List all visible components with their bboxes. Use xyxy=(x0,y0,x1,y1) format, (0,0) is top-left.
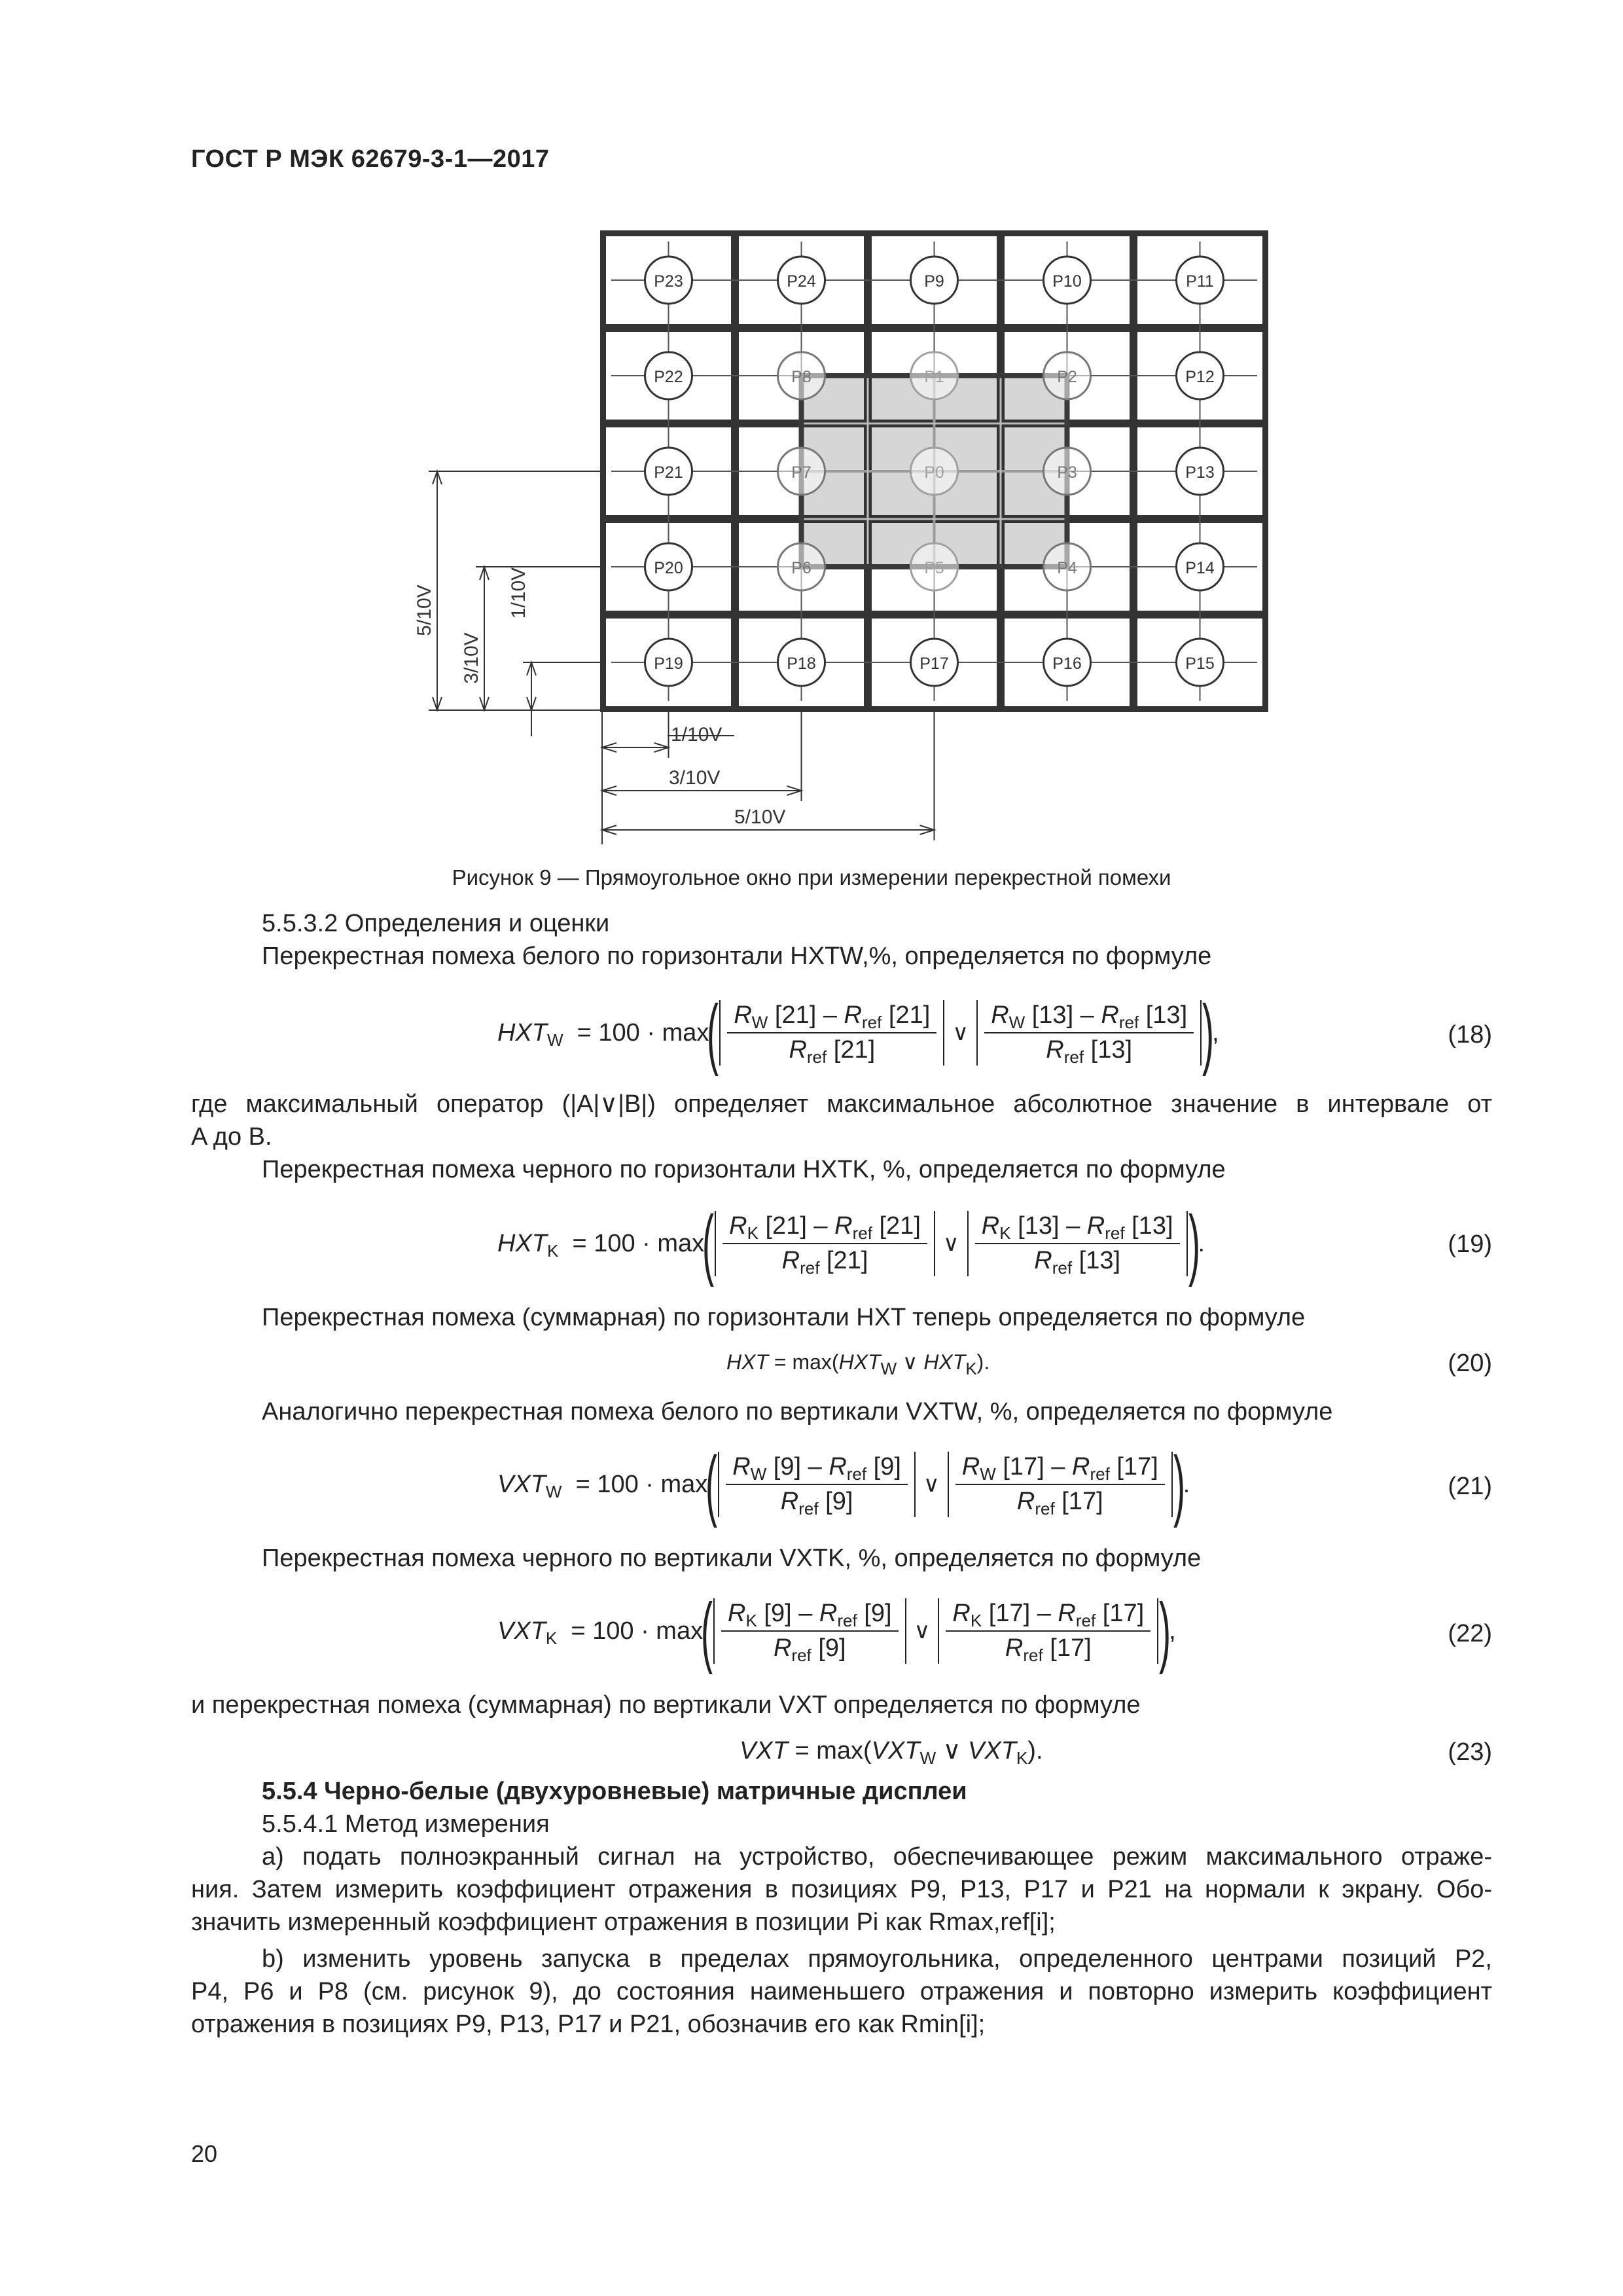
position-label: P15 xyxy=(1185,655,1215,673)
dimension-label-vertical: 1/10V xyxy=(508,567,529,619)
item-b-line3: отражения в позициях P9, P13, P17 и P21, обозначив его как Rmin[i]; xyxy=(191,2011,986,2038)
position-label: P0 xyxy=(924,463,944,482)
position-label: P13 xyxy=(1185,463,1215,482)
section-title-5532: 5.5.3.2 Определения и оценки xyxy=(262,910,610,937)
item-a-line2: ния. Затем измерить коэффициент отражения в позициях P9, P13, P17 и P21 на нормали к экрану. Обо- xyxy=(191,1876,1492,1903)
position-label: P24 xyxy=(787,272,816,291)
position-label: P5 xyxy=(924,559,944,577)
equation-21: $VXT_W = 100 \cdot \max$ ( $\frac{R_W [9] - R_{ref} [9]}{R_{ref} [9]}$ ∨ $\frac{R_W [17] - R_{ref} [17]}{R_{ref} [17]}$ ) . xyxy=(497,1441,1190,1528)
paragraph-max-operator-1: где максимальный оператор (|A|∨|B|) определяет максимальное абсолютное значение в интервале от xyxy=(191,1090,1492,1118)
position-label: P16 xyxy=(1052,655,1082,673)
eq19-number: (19) xyxy=(1448,1230,1492,1258)
item-a-line1: a) подать полноэкранный сигнал на устройство, обеспечивающее режим максимального отраже- xyxy=(262,1843,1492,1871)
item-b-line2: P4, P6 и P8 (см. рисунок 9), до состояния наименьшего отражения и повторно измерить коэффициент xyxy=(191,1978,1492,2005)
equation-22: $VXT_K = 100 \cdot \max$ ( $\frac{R_K [9] - R_{ref} [9]}{R_{ref} [9]}$ ∨ $\frac{R_K [17] - R_{ref} [17]}{R_{ref} [17]}$ ) , xyxy=(497,1587,1176,1675)
eq20-number: (20) xyxy=(1448,1350,1492,1377)
position-label: P10 xyxy=(1052,272,1082,291)
equation-18: $HXT_W = 100 \cdot \max$ ( $\frac{R_W [21] - R_{ref} [21]}{R_{ref} [21]}$ ∨ $\frac{R_W [13] - R_{ref} [13]}{R_{ref} [13]}$ ) , xyxy=(497,989,1219,1077)
intro-eq18 xyxy=(262,940,1211,973)
section-title-5541: 5.5.4.1 Метод измерения xyxy=(262,1810,550,1838)
item-a-line3: значить измеренный коэффициент отражения в позиции Pi как Rmax,ref[i]; xyxy=(191,1909,1056,1936)
position-label: P6 xyxy=(791,559,812,577)
position-label: P2 xyxy=(1057,368,1077,386)
section-title-554: 5.5.4 Черно-белые (двухуровневые) матричные дисплеи xyxy=(262,1778,967,1805)
eq18-number: (18) xyxy=(1448,1021,1492,1049)
position-label: P3 xyxy=(1057,463,1077,482)
position-label: P12 xyxy=(1185,368,1215,386)
position-label: P11 xyxy=(1186,272,1214,291)
position-label: P1 xyxy=(924,368,944,386)
position-label: P22 xyxy=(654,368,683,386)
dimension-label-vertical: 3/10V xyxy=(461,632,482,684)
position-label: P8 xyxy=(791,368,812,386)
position-label: P20 xyxy=(654,559,683,577)
position-label: P18 xyxy=(787,655,816,673)
position-label: P9 xyxy=(924,272,944,291)
eq21-number: (21) xyxy=(1448,1473,1492,1500)
intro-eq19: Перекрестная помеха черного по горизонтали HXTK, %, определяется по формуле xyxy=(262,1156,1226,1183)
position-label: P19 xyxy=(654,655,683,673)
intro-eq21: Аналогично перекрестная помеха белого по вертикали VXTW, %, определяется по формуле xyxy=(262,1398,1333,1426)
position-label: P21 xyxy=(654,463,683,482)
dimension-label-horizontal: 1/10V xyxy=(671,724,722,745)
figure-caption: Рисунок 9 — Прямоугольное окно при измерении перекрестной помехи xyxy=(452,865,1171,889)
position-label: P4 xyxy=(1057,559,1077,577)
dimension-label-horizontal: 5/10V xyxy=(734,806,786,828)
figure-9-diagram xyxy=(406,216,1309,870)
intro-eq23: и перекрестная помеха (суммарная) по вертикали VXT определяется по формуле xyxy=(191,1691,1141,1719)
position-label: P14 xyxy=(1185,559,1215,577)
intro-eq18-text: Перекрестная помеха белого по горизонтали HXTW,%, определяется по формуле xyxy=(262,942,1212,970)
document-header: ГОСТ Р МЭК 62679-3-1—2017 xyxy=(191,145,550,173)
dimension-label-horizontal: 3/10V xyxy=(669,767,721,789)
eq23-number: (23) xyxy=(1448,1738,1492,1766)
eq22-number: (22) xyxy=(1448,1620,1492,1647)
position-label: P17 xyxy=(919,655,949,673)
intro-eq22: Перекрестная помеха черного по вертикали VXTK, %, определяется по формуле xyxy=(262,1545,1202,1572)
dimension-label-vertical: 5/10V xyxy=(414,584,435,636)
position-label: P7 xyxy=(791,463,812,482)
intro-eq20: Перекрестная помеха (суммарная) по горизонтали HXT теперь определяется по формуле xyxy=(262,1304,1306,1331)
equation-23: VXT = $\max(VXT_W$ ∨ $VXT_K$). xyxy=(740,1737,1043,1768)
paragraph-max-operator-2: A до B. xyxy=(191,1123,272,1151)
equation-19: $HXT_K = 100 \cdot \max$ ( $\frac{R_K [21] - R_{ref} [21]}{R_{ref} [21]}$ ∨ $\frac{R_K [13] - R_{ref} [13]}{R_{ref} [13]}$ ) . xyxy=(497,1200,1205,1287)
item-b-line1: b) изменить уровень запуска в пределах прямоугольника, определенного центрами позиций P2, xyxy=(262,1945,1492,1973)
page-number: 20 xyxy=(191,2140,218,2167)
equation-20: HXT = $\max(HXT_W$ ∨ $HXT_K$). xyxy=(726,1350,990,1378)
position-label: P23 xyxy=(654,272,683,291)
